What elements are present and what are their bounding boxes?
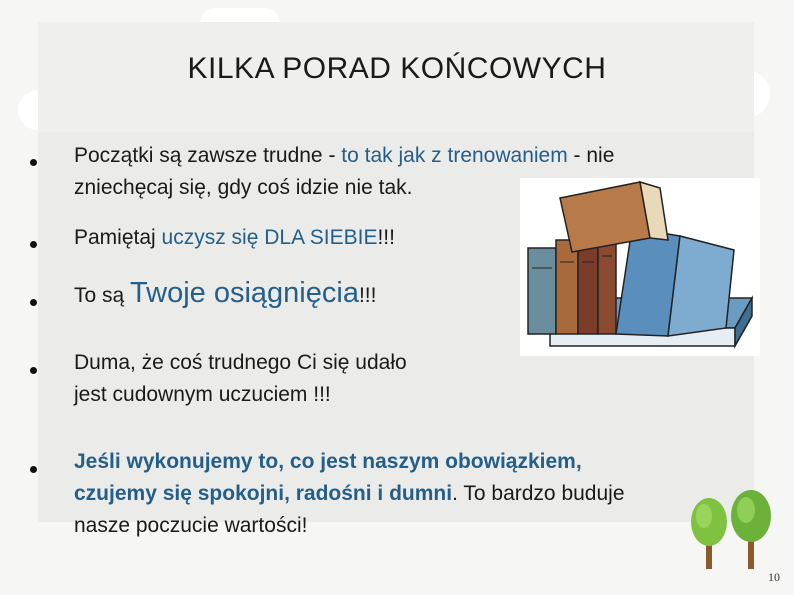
bullet-dot: [30, 466, 37, 473]
bullet-dot: [30, 159, 37, 166]
bullet-dot: [30, 241, 37, 248]
bullet-dot: [30, 367, 37, 374]
trees-illustration: [680, 490, 780, 570]
slide-title: KILKA PORAD KOŃCOWYCH: [187, 52, 607, 85]
bullet-dot: [30, 299, 37, 306]
books-illustration: [520, 178, 760, 356]
page-number: 10: [768, 570, 780, 584]
